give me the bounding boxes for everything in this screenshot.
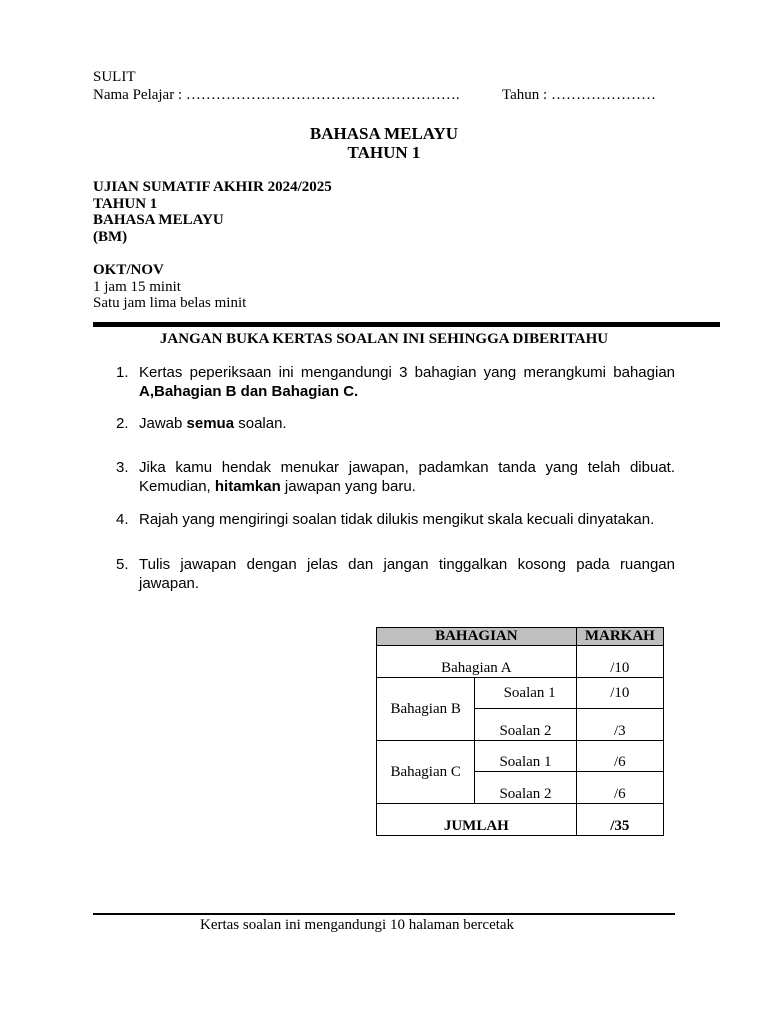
instruction-text: Kertas peperiksaan ini mengandungi 3 bahagian yang merangkumi bahagian: [139, 364, 675, 381]
section-c-label: Bahagian C: [377, 741, 475, 804]
table-row: [377, 741, 664, 772]
instruction-bold-text: hitamkan: [214, 478, 281, 495]
footer-divider: [93, 913, 675, 915]
exam-subject: BAHASA MELAYU: [93, 212, 224, 228]
section-c-question-2-mark: /6: [576, 772, 663, 804]
list-item-text: [139, 414, 675, 433]
list-item-number: 2.: [116, 415, 129, 432]
instruction-text: soalan.: [234, 415, 287, 432]
warning-text: JANGAN BUKA KERTAS SOALAN INI SEHINGGA DIBERITAHU: [159, 331, 609, 347]
exam-duration: 1 jam 15 minit: [93, 279, 181, 295]
exam-code: (BM): [93, 229, 128, 245]
section-a-mark: /10: [576, 646, 663, 678]
section-b-question-1: Soalan 1: [475, 678, 576, 709]
list-item-text: [139, 363, 675, 401]
total-label: JUMLAH: [377, 804, 577, 836]
exam-duration-words: Satu jam lima belas minit: [93, 295, 247, 311]
section-b-label: Bahagian B: [377, 678, 475, 741]
instruction-text: jawapan yang baru.: [280, 478, 416, 495]
list-item-number: 4.: [116, 511, 129, 528]
section-b-question-2-mark: /3: [576, 709, 663, 741]
table-total-row: [377, 804, 664, 836]
table-row: [377, 646, 664, 678]
list-item-text: Tulis jawapan dengan jelas dan jangan tinggalkan kosong pada ruangan jawapan.: [139, 556, 675, 592]
table-row: [377, 678, 664, 709]
instruction-text: Jawab: [139, 415, 187, 432]
footer-text: Kertas soalan ini mengandungi 10 halaman bercetak: [200, 917, 515, 933]
sulit-label: SULIT: [93, 69, 136, 85]
section-b-question-2: Soalan 2: [475, 709, 576, 741]
list-item-number: 1.: [116, 364, 129, 381]
year-field: Tahun : …………………: [502, 87, 656, 103]
exam-year: TAHUN 1: [93, 196, 158, 212]
list-item-text: [139, 458, 675, 496]
page-title: BAHASA MELAYU: [309, 124, 459, 143]
section-c-question-2: Soalan 2: [475, 772, 576, 804]
section-c-question-1: Soalan 1: [475, 741, 576, 772]
exam-name: UJIAN SUMATIF AKHIR 2024/2025: [93, 179, 332, 195]
list-item-number: 5.: [116, 556, 129, 573]
instruction-bold-text: A,Bahagian B dan Bahagian C.: [139, 383, 359, 400]
section-a-label: Bahagian A: [377, 646, 577, 678]
marks-table: [376, 627, 664, 836]
total-mark: /35: [576, 804, 663, 836]
student-name-field: Nama Pelajar : ……………………………………………….: [93, 87, 460, 103]
instruction-text: Jika kamu hendak menukar jawapan, padamkan tanda yang telah dibuat. Kemudian,: [139, 459, 675, 495]
column-header-bahagian: BAHAGIAN: [377, 628, 577, 646]
section-c-question-1-mark: /6: [576, 741, 663, 772]
list-item-number: 3.: [116, 459, 129, 476]
instruction-bold-text: semua: [186, 415, 235, 432]
section-b-question-1-mark: /10: [576, 678, 663, 709]
list-item-text: Rajah yang mengiringi soalan tidak dilukis mengikut skala kecuali dinyatakan.: [139, 511, 655, 528]
page-subtitle: TAHUN 1: [347, 143, 421, 162]
exam-month: OKT/NOV: [93, 262, 164, 278]
table-header-row: [377, 628, 664, 646]
column-header-markah: MARKAH: [576, 628, 663, 646]
divider-thick: [93, 322, 720, 327]
